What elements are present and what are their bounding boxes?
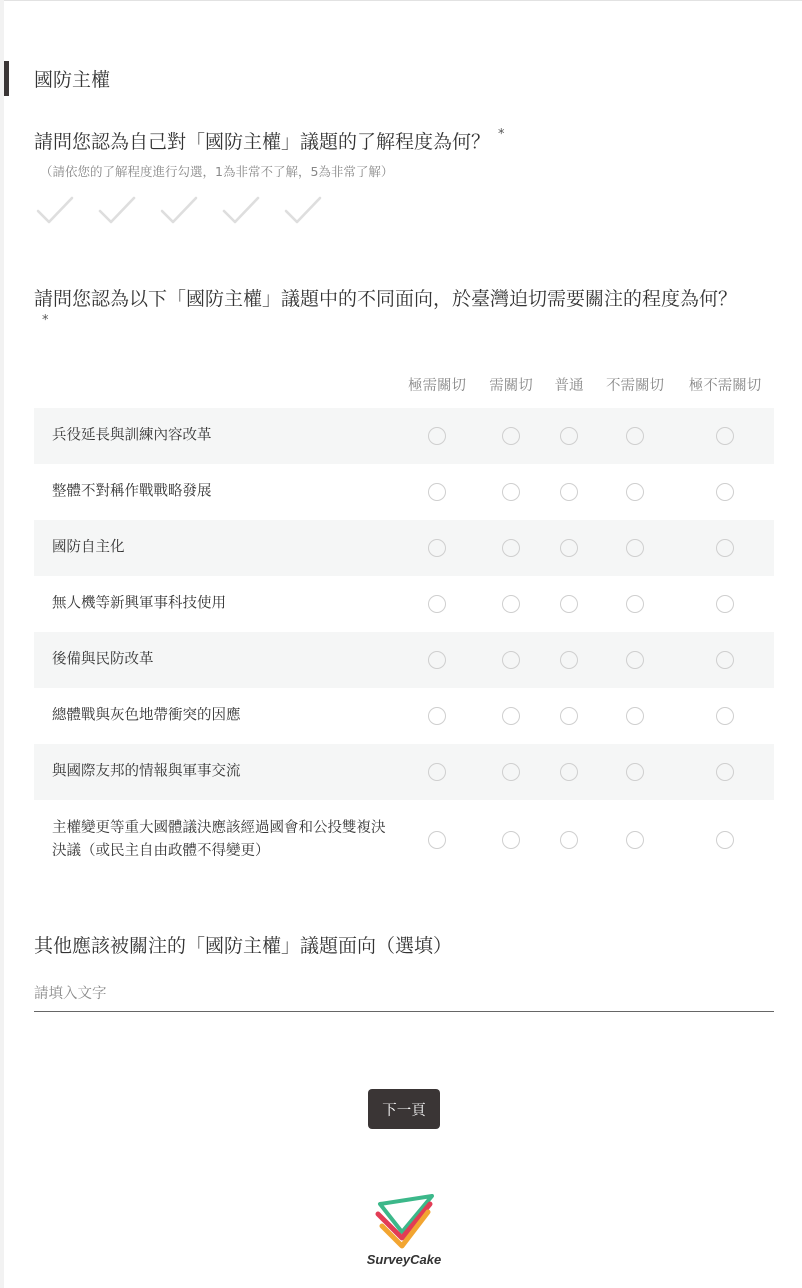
matrix-row-label: 整體不對稱作戰戰略發展	[52, 483, 212, 500]
matrix-row-label: 主權變更等重大國體議決應該經過國會和公投雙複決決議（或民主自由政體不得變更）	[52, 820, 386, 859]
matrix-row	[34, 576, 774, 632]
next-page-button[interactable]: 下一頁	[368, 1089, 440, 1129]
matrix-radio-5[interactable]	[716, 707, 734, 725]
matrix-radio-2[interactable]	[502, 831, 520, 849]
matrix-radio-4[interactable]	[626, 483, 644, 501]
matrix-header	[34, 366, 774, 408]
matrix-radio-4[interactable]	[626, 831, 644, 849]
survey-page	[4, 0, 802, 1288]
surveycake-logo-icon	[372, 1194, 436, 1250]
rating-check-3[interactable]	[158, 193, 220, 231]
matrix-radio-1[interactable]	[428, 831, 446, 849]
question-1-text: 請問您認為自己對「國防主權」議題的了解程度為何？	[34, 131, 491, 153]
matrix-radio-1[interactable]	[428, 483, 446, 501]
required-mark: *	[498, 127, 505, 142]
rating-check-5[interactable]	[282, 193, 344, 231]
matrix-row	[34, 632, 774, 688]
matrix-radio-1[interactable]	[428, 427, 446, 445]
matrix-radio-2[interactable]	[502, 707, 520, 725]
matrix-radio-5[interactable]	[716, 763, 734, 781]
matrix-row	[34, 408, 774, 464]
matrix-radio-4[interactable]	[626, 651, 644, 669]
section-accent-bar	[4, 61, 9, 96]
matrix-question	[34, 366, 774, 880]
other-topics-input[interactable]	[34, 976, 774, 1012]
matrix-radio-3[interactable]	[560, 595, 578, 613]
surveycake-logo	[344, 1194, 464, 1267]
matrix-radio-5[interactable]	[716, 483, 734, 501]
matrix-radio-2[interactable]	[502, 539, 520, 557]
matrix-column-label: 普通	[554, 378, 584, 394]
matrix-column-label: 不需關切	[606, 378, 664, 394]
matrix-radio-1[interactable]	[428, 539, 446, 557]
matrix-radio-1[interactable]	[428, 763, 446, 781]
matrix-row	[34, 464, 774, 520]
matrix-radio-1[interactable]	[428, 595, 446, 613]
matrix-radio-5[interactable]	[716, 831, 734, 849]
matrix-radio-4[interactable]	[626, 427, 644, 445]
matrix-radio-5[interactable]	[716, 427, 734, 445]
matrix-column-label: 極需關切	[408, 378, 466, 394]
matrix-radio-4[interactable]	[626, 539, 644, 557]
matrix-radio-3[interactable]	[560, 763, 578, 781]
matrix-row	[34, 800, 774, 880]
matrix-radio-3[interactable]	[560, 539, 578, 557]
matrix-row-label: 無人機等新興軍事科技使用	[52, 595, 226, 612]
rating-check-1[interactable]	[34, 193, 96, 231]
checkmark-icon	[96, 193, 138, 229]
matrix-radio-1[interactable]	[428, 651, 446, 669]
matrix-row-label: 後備與民防改革	[52, 651, 154, 668]
matrix-radio-2[interactable]	[502, 763, 520, 781]
matrix-row	[34, 688, 774, 744]
matrix-radio-2[interactable]	[502, 483, 520, 501]
matrix-row	[34, 744, 774, 800]
matrix-radio-5[interactable]	[716, 651, 734, 669]
rating-scale	[34, 193, 344, 231]
matrix-radio-2[interactable]	[502, 595, 520, 613]
matrix-radio-3[interactable]	[560, 831, 578, 849]
section-header	[4, 61, 110, 96]
checkmark-icon	[282, 193, 324, 229]
matrix-column-label: 需關切	[489, 378, 533, 394]
matrix-row-label: 國防自主化	[52, 539, 125, 556]
question-3-title: 其他應該被關注的「國防主權」議題面向（選填）	[34, 935, 453, 957]
checkmark-icon	[158, 193, 200, 229]
rating-check-4[interactable]	[220, 193, 282, 231]
matrix-radio-4[interactable]	[626, 595, 644, 613]
matrix-radio-3[interactable]	[560, 483, 578, 501]
matrix-radio-2[interactable]	[502, 651, 520, 669]
question-2-title	[34, 286, 784, 329]
matrix-row	[34, 520, 774, 576]
matrix-row-label: 與國際友邦的情報與軍事交流	[52, 763, 241, 780]
surveycake-logo-text: SurveyCake	[366, 1252, 442, 1267]
rating-check-2[interactable]	[96, 193, 158, 231]
matrix-row-label: 兵役延長與訓練內容改革	[52, 427, 212, 444]
question-1-title	[34, 127, 505, 154]
matrix-radio-3[interactable]	[560, 707, 578, 725]
question-1-hint: （請依您的了解程度進行勾選，1為非常不了解，5為非常了解）	[40, 164, 394, 179]
matrix-radio-4[interactable]	[626, 763, 644, 781]
matrix-radio-5[interactable]	[716, 595, 734, 613]
checkmark-icon	[220, 193, 262, 229]
matrix-radio-3[interactable]	[560, 651, 578, 669]
required-mark: *	[42, 313, 49, 328]
matrix-radio-3[interactable]	[560, 427, 578, 445]
matrix-radio-4[interactable]	[626, 707, 644, 725]
matrix-row-label: 總體戰與灰色地帶衝突的因應	[52, 707, 241, 724]
section-title: 國防主權	[34, 69, 111, 91]
matrix-radio-2[interactable]	[502, 427, 520, 445]
matrix-radio-1[interactable]	[428, 707, 446, 725]
matrix-radio-5[interactable]	[716, 539, 734, 557]
checkmark-icon	[34, 193, 76, 229]
matrix-column-label: 極不需關切	[688, 378, 762, 394]
question-2-text: 請問您認為以下「國防主權」議題中的不同面向，於臺灣迫切需要關注的程度為何？	[34, 288, 738, 310]
